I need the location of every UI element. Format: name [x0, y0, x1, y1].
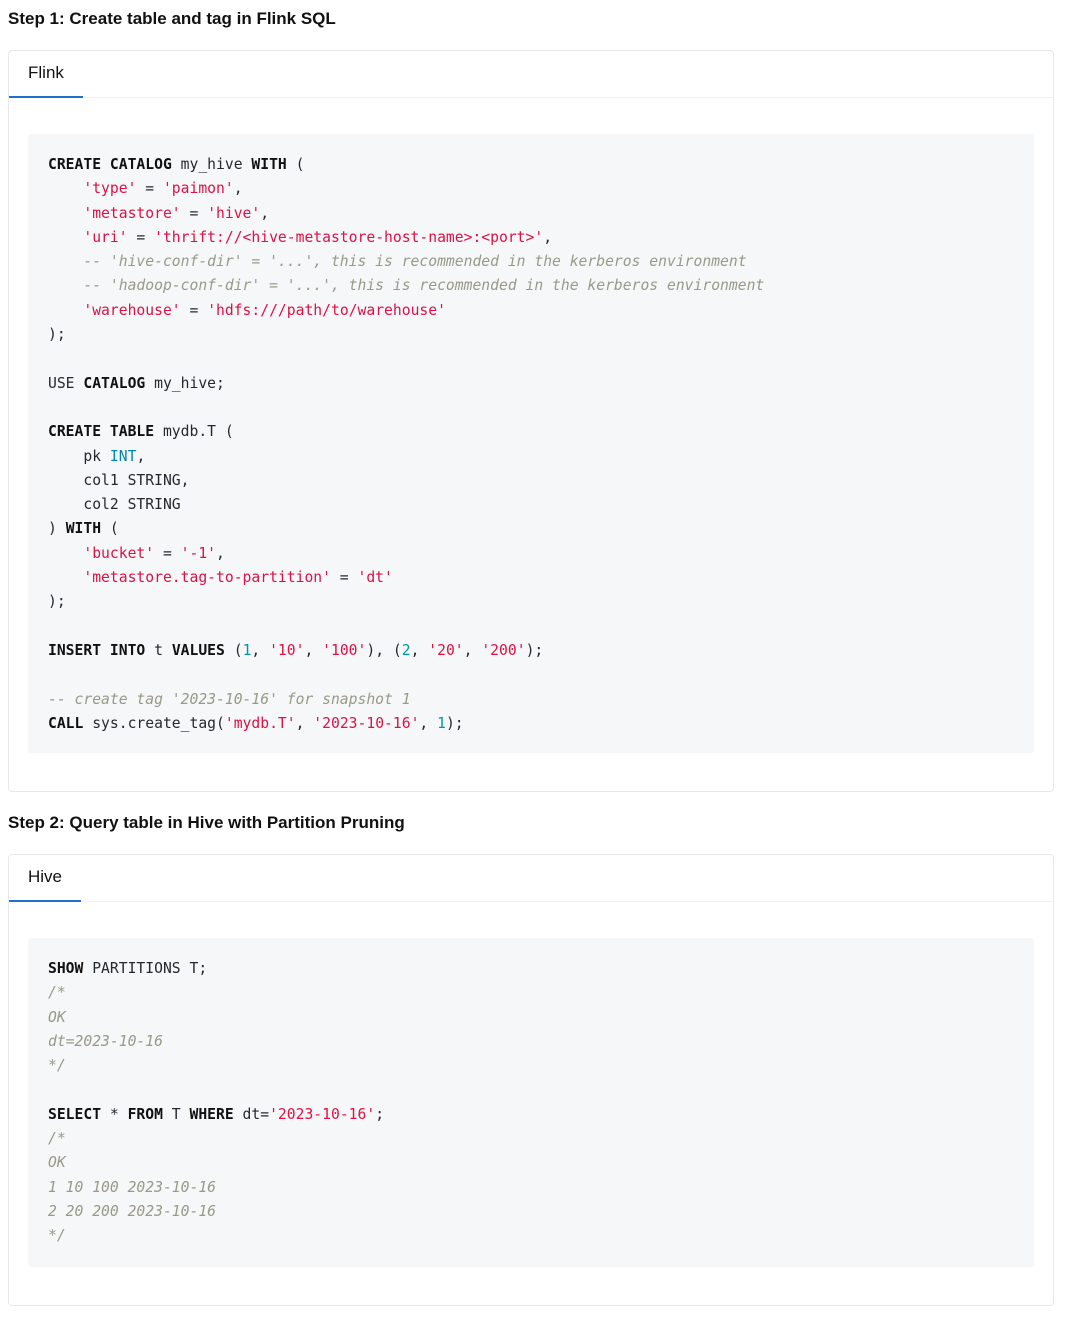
type-name: INT [109, 447, 137, 465]
code-line [48, 957, 1014, 981]
code-line [48, 493, 1014, 517]
code-line [48, 542, 1014, 566]
code-text: = [180, 204, 208, 222]
comment: 2 20 200 2023-10-16 [48, 1202, 217, 1220]
code-line [48, 153, 1014, 177]
code-line [48, 1151, 1014, 1175]
code-text: USE [48, 374, 84, 392]
code-text: sys.create_tag( [83, 714, 225, 732]
code-line [48, 274, 1014, 298]
comment: -- 'hive-conf-dir' = '...', this is recommended in the kerberos environment [83, 253, 747, 271]
code-text: PARTITIONS T; [83, 960, 208, 977]
string-literal: '2023-10-16' [269, 1105, 376, 1123]
number-literal: 2 [401, 641, 411, 659]
comment: -- 'hadoop-conf-dir' = '...', this is recommended in the kerberos environment [83, 277, 765, 295]
keyword: CATALOG [83, 374, 146, 392]
code-text: , [304, 641, 323, 659]
code-line [48, 639, 1014, 663]
code-line [48, 1006, 1014, 1030]
code-line [48, 1078, 1014, 1102]
string-literal: 'type' [83, 180, 137, 198]
code-text: , [136, 447, 146, 465]
keyword: CREATE TABLE [48, 423, 155, 441]
code-text: = [180, 301, 208, 319]
string-literal: 'warehouse' [83, 301, 181, 319]
comment: -- create tag '2023-10-16' for snapshot 1 [48, 690, 411, 708]
code-line [48, 1127, 1014, 1151]
number-literal: 1 [242, 641, 252, 659]
keyword: CALL [48, 714, 84, 732]
code-line [48, 1054, 1014, 1078]
code-text: * [101, 1105, 128, 1123]
code-line [48, 1176, 1014, 1200]
code-text: ); [525, 641, 544, 659]
keyword: FROM [127, 1105, 163, 1123]
tab-bar [9, 855, 1053, 902]
code-line [48, 1030, 1014, 1054]
code-line [48, 177, 1014, 201]
string-literal: 'paimon' [162, 180, 234, 198]
code-text: ; [375, 1105, 385, 1123]
code-text [48, 545, 83, 562]
keyword: WITH [251, 156, 287, 173]
code-line [48, 1224, 1014, 1248]
comment: 1 10 100 2023-10-16 [48, 1178, 217, 1196]
code-line [48, 250, 1014, 274]
code-text: mydb.T ( [154, 423, 234, 441]
comment: */ [48, 1057, 66, 1075]
code-line [48, 469, 1014, 493]
code-text: , [463, 641, 482, 659]
hive-code-tabs [8, 854, 1054, 1306]
code-text: ); [445, 714, 464, 732]
code-text: ( [101, 520, 119, 538]
code-text: ); [48, 326, 66, 344]
code-text: col2 STRING [48, 496, 181, 514]
comment: /* [48, 984, 66, 1002]
string-literal: '20' [428, 641, 464, 659]
code-line [48, 688, 1014, 712]
code-text: col1 STRING, [48, 471, 190, 489]
code-text: my_hive; [145, 374, 225, 392]
code-text: ); [48, 593, 66, 611]
code-block [28, 938, 1034, 1267]
code-text: , [419, 714, 438, 732]
string-literal: '200' [481, 641, 526, 659]
code-text: dt= [233, 1105, 270, 1123]
code-text: = [136, 180, 163, 198]
code-text: = [154, 544, 181, 562]
string-literal: 'hive' [207, 204, 261, 222]
string-literal: 'metastore' [83, 204, 181, 222]
code-text: my_hive [171, 156, 252, 173]
code-text: , [410, 641, 429, 659]
keyword: WITH [65, 520, 102, 538]
code-text: = [330, 569, 358, 587]
code-line [48, 323, 1014, 347]
string-literal: '-1' [180, 544, 217, 562]
code-line [48, 372, 1014, 396]
number-literal: 1 [437, 714, 446, 732]
string-literal: 'bucket' [83, 544, 155, 562]
code-line [48, 663, 1014, 687]
code-block [28, 134, 1034, 753]
string-literal: '2023-10-16' [313, 714, 420, 732]
keyword: WHERE [189, 1105, 234, 1123]
code-text: , [251, 641, 270, 659]
code-text: ) [48, 520, 66, 538]
tab-bar [9, 51, 1053, 98]
code-text: t [145, 641, 172, 659]
step-2-heading: Step 2: Query table in Hive with Partition Pruning [8, 813, 405, 832]
code-text: , [233, 180, 243, 198]
code-line [48, 1200, 1014, 1224]
comment: OK [48, 1008, 66, 1026]
code-line [48, 590, 1014, 614]
keyword: INSERT INTO [48, 641, 146, 659]
code-text: , [543, 228, 553, 246]
comment: dt=2023-10-16 [48, 1032, 163, 1050]
code-text [48, 229, 83, 246]
tab-flink[interactable]: Flink [9, 51, 83, 98]
code-line [48, 1103, 1014, 1127]
code-line [48, 202, 1014, 226]
step-1-heading: Step 1: Create table and tag in Flink SQL [8, 9, 336, 28]
code-line [48, 420, 1014, 444]
code-text [48, 302, 83, 319]
keyword: CREATE CATALOG [48, 156, 172, 173]
code-line [48, 347, 1014, 371]
keyword: SELECT [48, 1105, 102, 1123]
string-literal: 'hdfs:///path/to/warehouse' [207, 301, 446, 319]
string-literal: '10' [269, 641, 305, 659]
string-literal: '100' [322, 641, 367, 659]
code-text [48, 205, 83, 222]
code-line [48, 712, 1014, 736]
code-text: ( [286, 156, 305, 173]
code-line [48, 981, 1014, 1005]
string-literal: 'mydb.T' [224, 714, 296, 732]
code-text: , [260, 204, 270, 222]
code-line [48, 566, 1014, 590]
code-text: = [127, 228, 155, 246]
code-line [48, 226, 1014, 250]
string-literal: 'thrift://<hive-metastore-host-name>:<port>' [154, 228, 544, 246]
code-line [48, 615, 1014, 639]
keyword: VALUES [171, 641, 225, 659]
comment: /* [48, 1130, 66, 1148]
flink-code-tabs [8, 50, 1054, 792]
code-text: ), ( [366, 641, 402, 659]
comment: OK [48, 1154, 66, 1172]
string-literal: 'uri' [83, 228, 128, 246]
code-text: pk [48, 447, 110, 465]
code-text [48, 253, 83, 270]
code-text [48, 569, 83, 586]
comment: */ [48, 1227, 66, 1245]
code-text: , [295, 714, 314, 732]
tab-hive[interactable]: Hive [9, 855, 81, 902]
code-text [48, 180, 83, 197]
code-text: ( [224, 641, 243, 659]
code-line [48, 445, 1014, 469]
code-text [48, 277, 83, 294]
code-line [48, 517, 1014, 541]
string-literal: 'dt' [357, 569, 393, 587]
code-text: , [216, 544, 225, 562]
code-text: T [162, 1105, 190, 1123]
code-line [48, 299, 1014, 323]
keyword: SHOW [48, 960, 84, 977]
code-line [48, 396, 1014, 420]
string-literal: 'metastore.tag-to-partition' [83, 569, 331, 587]
